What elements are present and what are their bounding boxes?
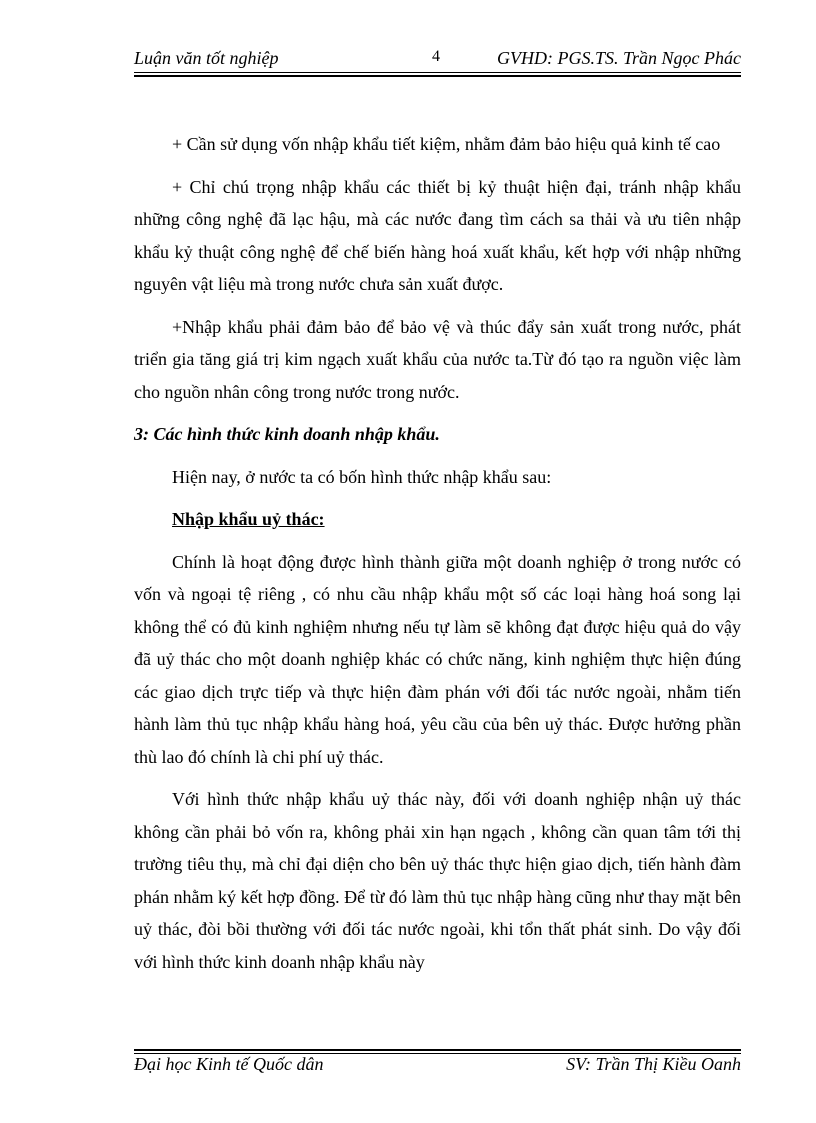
page-header	[134, 48, 741, 74]
paragraph-4: Hiện nay, ở nước ta có bốn hình thức nhập khẩu sau:	[172, 466, 552, 487]
footer-rule-thick	[134, 1049, 741, 1051]
page-number: 4	[432, 48, 440, 65]
paragraph-5: Chính là hoạt động được hình thành giữa một doanh nghiệp ở trong nước có vốn và ngoại tệ riêng , có nhu cầu nhập khẩu một số các loại hàng hoá song lại không thể có đủ kinh nghiệm nhưng nếu tự làm sẽ không đạt được hiệu quả do vậy đã uỷ thác cho một doanh nghiệp khác có chức năng, kinh nghiệm thực hiện đúng các giao dịch trực tiếp và thực hiện đàm phán với đối tác nước ngoài, nhằm tiến hành làm thủ tục nhập khẩu hàng hoá, yêu cầu của bên uỷ thác. Được hưởng phần thù lao đó chính là chi phí uỷ thác.	[134, 551, 741, 767]
page-footer	[134, 1054, 741, 1080]
footer-university: Đại học Kinh tế Quốc dân	[134, 1054, 324, 1074]
header-thesis-title: Luận văn tốt nghiệp	[134, 48, 279, 68]
header-rule-thick	[134, 75, 741, 77]
document-body	[134, 128, 741, 988]
sub-heading-wrapper	[134, 503, 741, 536]
paragraph-3: +Nhập khẩu phải đảm bảo để bảo vệ và thúc đẩy sản xuất trong nước, phát triển gia tăng giá trị kim ngạch xuất khẩu của nước ta.Từ đó tạo ra nguồn việc làm cho nguồn nhân công trong nước trong nước.	[134, 316, 741, 402]
sub-heading: Nhập khẩu uỷ thác:	[172, 509, 325, 529]
header-rule-thin	[134, 72, 741, 73]
paragraph-2: + Chỉ chú trọng nhập khẩu các thiết bị kỷ thuật hiện đại, tránh nhập khẩu những công nghệ đã lạc hậu, mà các nước đang tìm cách sa thải và ưu tiên nhập khẩu kỷ thuật công nghệ để chế biến hàng hoá xuất khẩu, kết hợp với nhập những nguyên vật liệu mà trong nước chưa sản xuất được.	[134, 176, 741, 294]
paragraph-1: + Cần sử dụng vốn nhập khẩu tiết kiệm, nhằm đảm bảo hiệu quả kinh tế cao	[172, 134, 721, 154]
header-supervisor: GVHD: PGS.TS. Trần Ngọc Phác	[497, 48, 741, 68]
paragraph-6: Với hình thức nhập khẩu uỷ thác này, đối với doanh nghiệp nhận uỷ thác không cần phải bỏ vốn ra, không phải xin hạn ngạch , không cần quan tâm tới thị trường tiêu thụ, mà chỉ đại diện cho bên uỷ thác thực hiện giao dịch, tiến hành đàm phán nhằm ký kết hợp đồng. Để từ đó làm thủ tục nhập hàng cũng như thay mặt bên uỷ thác, đòi bồi thường với đối tác nước ngoài, khi tổn thất phát sinh. Do vậy đối với hình thức kinh doanh nhập khẩu này	[134, 789, 741, 972]
footer-student: SV: Trần Thị Kiều Oanh	[566, 1054, 741, 1074]
section-heading: 3: Các hình thức kinh doanh nhập khẩu.	[134, 424, 440, 444]
